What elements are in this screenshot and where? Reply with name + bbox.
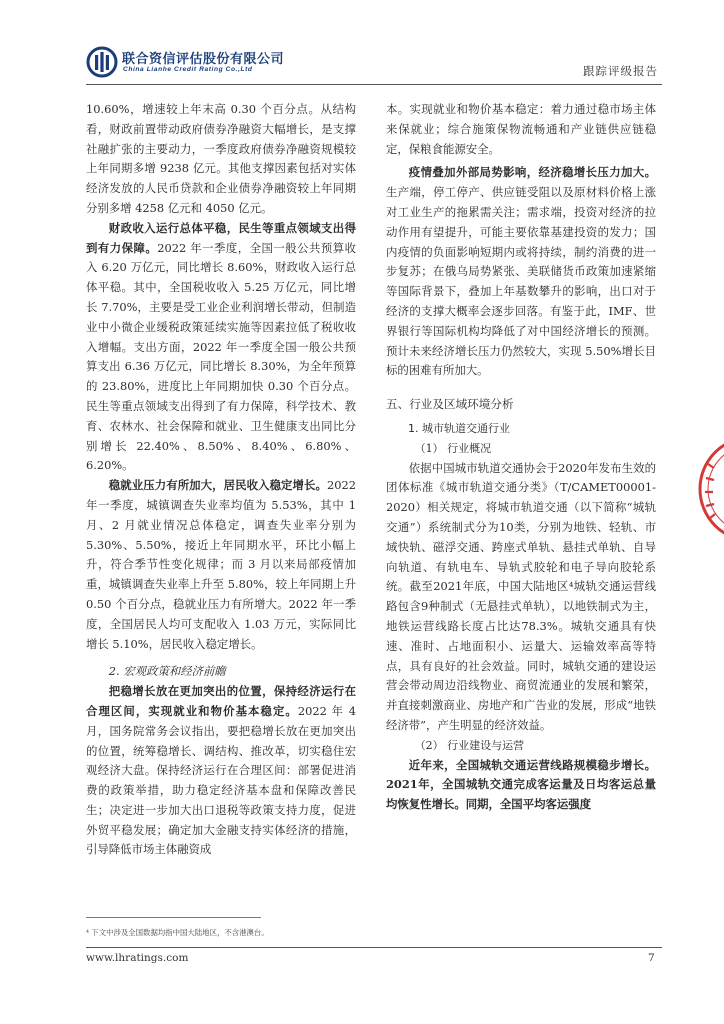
page-number: 7 xyxy=(648,952,655,964)
subsection-heading: 2. 宏观政策和经济前瞻 xyxy=(108,664,226,679)
paragraph xyxy=(86,219,356,476)
header-divider xyxy=(86,84,662,85)
report-type-label: 跟踪评级报告 xyxy=(583,64,658,78)
paragraph-lead: 把稳增长放在更加突出的位置，保持经济运行在合理区间，实现就业和物价基本稳定。 xyxy=(86,684,356,718)
paragraph-body: 2022 年 4 月，国务院常务会议指出，要把稳增长放在更加突出的位置，统筹稳增长、调结构、推改革，切实稳住宏观经济大盘。保持经济运行在合理区间：部署促进消费的政策举措，助力稳定经济基本盘和保障改善民生；决定进一步加大出口退税等政策支持力度，促进外贸平稳发展；确定加大金融支持实体经济的措施，引导降低市场主体融资成 xyxy=(86,703,356,857)
paragraph-lead: 稳就业压力有所加大，居民收入稳定增长。 xyxy=(108,478,327,493)
footnote-divider xyxy=(86,917,261,918)
paragraph-lead: 近年来，全国城轨交通运营线路规模稳步增长。2021年，全国城轨交通完成客运量及日均客运总量均恢复性增长。同期，全国平均客运强度 xyxy=(386,757,656,812)
paragraph-body: 2022 年一季度，全国一般公共预算收入 6.20 万亿元，同比增长 8.60%，财政收入运行总体平稳。其中，全国税收收入 5.25 万亿元，同比增长 7.70%，主要是受工业企业利润增长带动，但制造业中小微企业缓税政策延续实施等因素拉低了税收收入增幅。支出方面，2022 年一季度全国一般公共预算支出 6.36 万亿元，同比增长 8.30%，为全年预算的 23.80%，进度比上年同期加快 0.30 个百分点。民生等重点领域支出得到了有力保障，科学技术、教育、农林水、社会保障和就业、卫生健康支出同比分别增长 22.40%、8.50%、8.40%、6.80%、6.20%。 xyxy=(86,240,356,473)
paragraph xyxy=(86,476,356,654)
footer-divider xyxy=(86,947,662,948)
brand-name-cn: 联合资信评估股份有限公司 xyxy=(122,52,285,67)
paragraph xyxy=(386,163,656,381)
subsubsection-heading: （2） 行业建设与运营 xyxy=(414,738,525,752)
paragraph: 依据中国城市轨道交通协会于2020年发布生效的团体标准《城市轨道交通分类》（T/CAMET00001-2020）相关规定，将城市轨道交通（以下简称“城轨交通”）系统制式分为10类，分别为地铁、轻轨、市域快轨、磁浮交通、跨座式单轨、悬挂式单轨、自导向轨道、有轨电车、导轨式胶轮和电子导向胶轮系统。截至2021年底，中国大陆地区⁴城轨交通运营线路包含9种制式（无悬挂式单轨），以地铁制式为主，地铁运营线路长度占比达78.3%。城轨交通具有快速、准时、占地面积小、运量大、运输效率高等特点，具有良好的社会效益。同时，城轨交通的建设运营会带动周边沿线物业、商贸流通业的发展和繁荣，并直接刺激商业、房地产和广告业的发展，形成“地铁经济带”，产生明显的经济效益。 xyxy=(386,460,656,732)
paragraph-body: 2022 年一季度，城镇调查失业率均值为 5.53%，其中 1 月、2 月就业情况总体稳定，调查失业率分别为 5.30%、5.50%，接近上年同期水平，环比小幅上升，符合季节性变化规律；而 3 月以来局部疫情加重，城镇调查失业率上升至 5.80%，较上年同期上升 0.50 个百分点，稳就业压力有所增大。2022 年一季度，全国居民人均可支配收入 1.03 万元，实际同比增长 5.10%，居民收入稳定增长。 xyxy=(86,478,356,651)
paragraph-body: 生产端，停工停产、供应链受阻以及原材料价格上涨对工业生产的拖累需关注；需求端，投资对经济的拉动作用有望提升，可能主要依靠基建投资的发力；国内疫情的负面影响短期内或将持续，制约消费的进一步复苏；在俄乌局势紧张、美联储货币政策加速紧缩等国际背景下，叠加上年基数攀升的影响，出口对于经济的支撑大概率会逐步回落。有鉴于此，IMF、世界银行等国际机构均降低了对中国经济增长的预测。预计未来经济增长压力仍然较大，实现 5.50%增长目标的困难有所加大。 xyxy=(386,185,656,378)
section-heading: 五、行业及区域环境分析 xyxy=(386,397,514,412)
page-header xyxy=(86,46,662,80)
paragraph: 本。实现就业和物价基本稳定：着力通过稳市场主体来保就业；综合施策保物流畅通和产业链供应链稳定，保粮食能源安全。 xyxy=(386,102,656,156)
right-column xyxy=(386,100,656,815)
company-logo-icon xyxy=(86,46,118,78)
footnote: ⁴ 下文中涉及全国数据均指中国大陆地区，不含港澳台。 xyxy=(86,928,269,937)
footer-website-link[interactable]: www.lhratings.com xyxy=(86,952,189,964)
subsection-heading: 1. 城市轨道交通行业 xyxy=(408,421,510,435)
paragraph xyxy=(86,682,356,860)
left-column xyxy=(86,100,356,860)
company-seal-stamp xyxy=(694,434,724,544)
paragraph: 10.60%，增速较上年末高 0.30 个百分点。从结构看，财政前置带动政府债券净融资大幅增长，是支撑社融扩张的主要动力，一季度政府债券净融资规模较上年同期多增 9238 亿元。其他支撑因素包括对实体经济发放的人民币贷款和企业债券净融资较上年同期分别多增 4258 亿元和 4050 亿元。 xyxy=(86,102,356,215)
paragraph-lead: 疫情叠加外部局势影响，经济稳增长压力加大。 xyxy=(408,165,656,180)
subsubsection-heading: （1） 行业概况 xyxy=(414,441,492,455)
paragraph-lead: 财政收入运行总体平稳，民生等重点领域支出得到有力保障。 xyxy=(86,220,356,255)
brand-name-en: China Lianhe Credit Rating Co.,Ltd xyxy=(123,66,253,73)
